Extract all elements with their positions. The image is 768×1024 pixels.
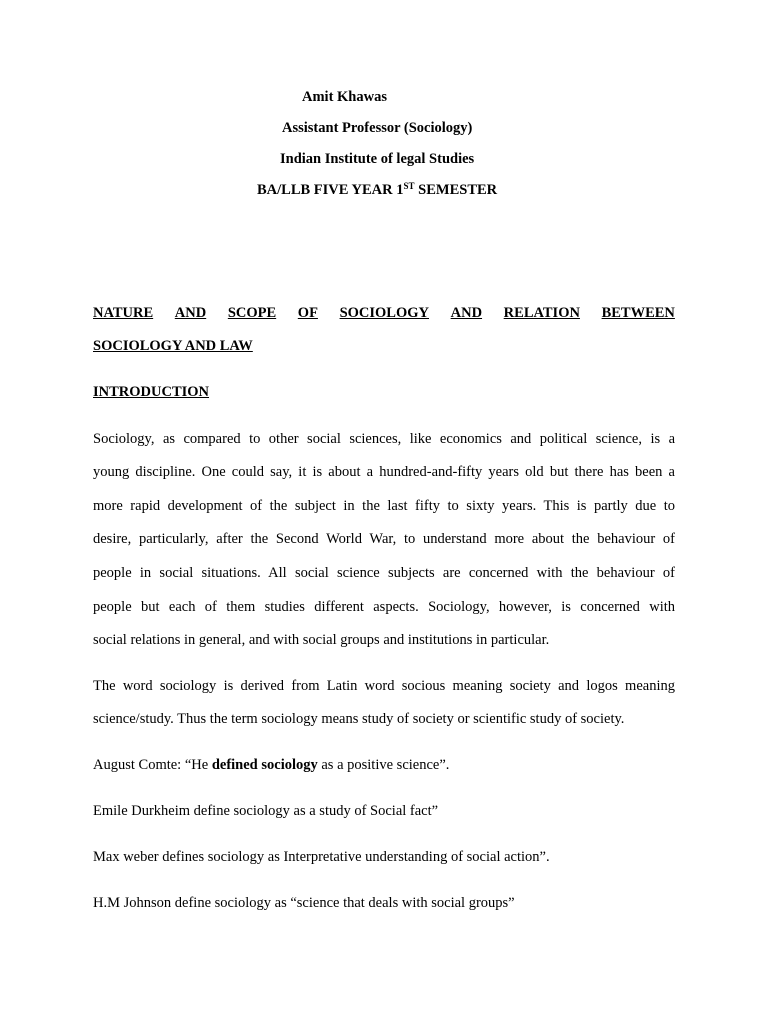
section-heading-introduction: INTRODUCTION	[93, 384, 210, 400]
definition-weber: Max weber defines sociology as Interpretative understanding of social action”.	[93, 849, 550, 865]
definition-durkheim: Emile Durkheim define sociology as a study of Social fact”	[93, 803, 439, 819]
definition-comte	[93, 756, 449, 774]
course-suffix: SEMESTER	[414, 182, 498, 198]
definition-johnson: H.M Johnson define sociology as “science that deals with social groups”	[93, 895, 515, 911]
author-position: Assistant Professor (Sociology)	[282, 120, 473, 136]
paragraph-1-line: desire, particularly, after the Second World War, to understand more about the behaviour of	[93, 531, 675, 547]
title-word: SCOPE	[227, 305, 277, 321]
comte-bold-text: defined sociology	[211, 757, 318, 773]
paragraph-1-line: young discipline. One could say, it is about a hundred-and-fifty years old but there has been a	[93, 464, 675, 480]
paragraph-1-line: social relations in general, and with social groups and institutions in particular.	[93, 632, 550, 648]
document-title-line-2: SOCIOLOGY AND LAW	[93, 338, 253, 354]
paragraph-1-line: Sociology, as compared to other social sciences, like economics and political science, is a	[93, 431, 675, 447]
title-word: BETWEEN	[601, 305, 675, 321]
paragraph-2-line: The word sociology is derived from Latin word socious meaning society and logos meaning	[93, 678, 675, 694]
author-name: Amit Khawas	[302, 89, 387, 105]
document-title-line-1	[93, 304, 675, 322]
comte-suffix: as a positive science”.	[317, 757, 450, 773]
title-word: AND	[450, 305, 483, 321]
paragraph-1-line: more rapid development of the subject in the last fifty to sixty years. This is partly due to	[93, 498, 675, 514]
paragraph-1-line: people but each of them studies different aspects. Sociology, however, is concerned with	[93, 599, 675, 615]
paragraph-2-line: science/study. Thus the term sociology means study of society or scientific study of society.	[93, 711, 625, 727]
title-word: AND	[174, 305, 207, 321]
comte-prefix: August Comte: “He	[93, 757, 212, 773]
title-word: OF	[297, 305, 318, 321]
paragraph-1-line: people in social situations. All social science subjects are concerned with the behaviour of	[93, 565, 675, 581]
course-superscript: ST	[403, 181, 415, 191]
title-word: NATURE	[93, 305, 154, 321]
title-word: RELATION	[503, 305, 580, 321]
course-line	[257, 181, 497, 199]
institute-name: Indian Institute of legal Studies	[280, 151, 475, 167]
title-word: SOCIOLOGY	[339, 305, 429, 321]
course-prefix: BA/LLB FIVE YEAR 1	[257, 182, 404, 198]
